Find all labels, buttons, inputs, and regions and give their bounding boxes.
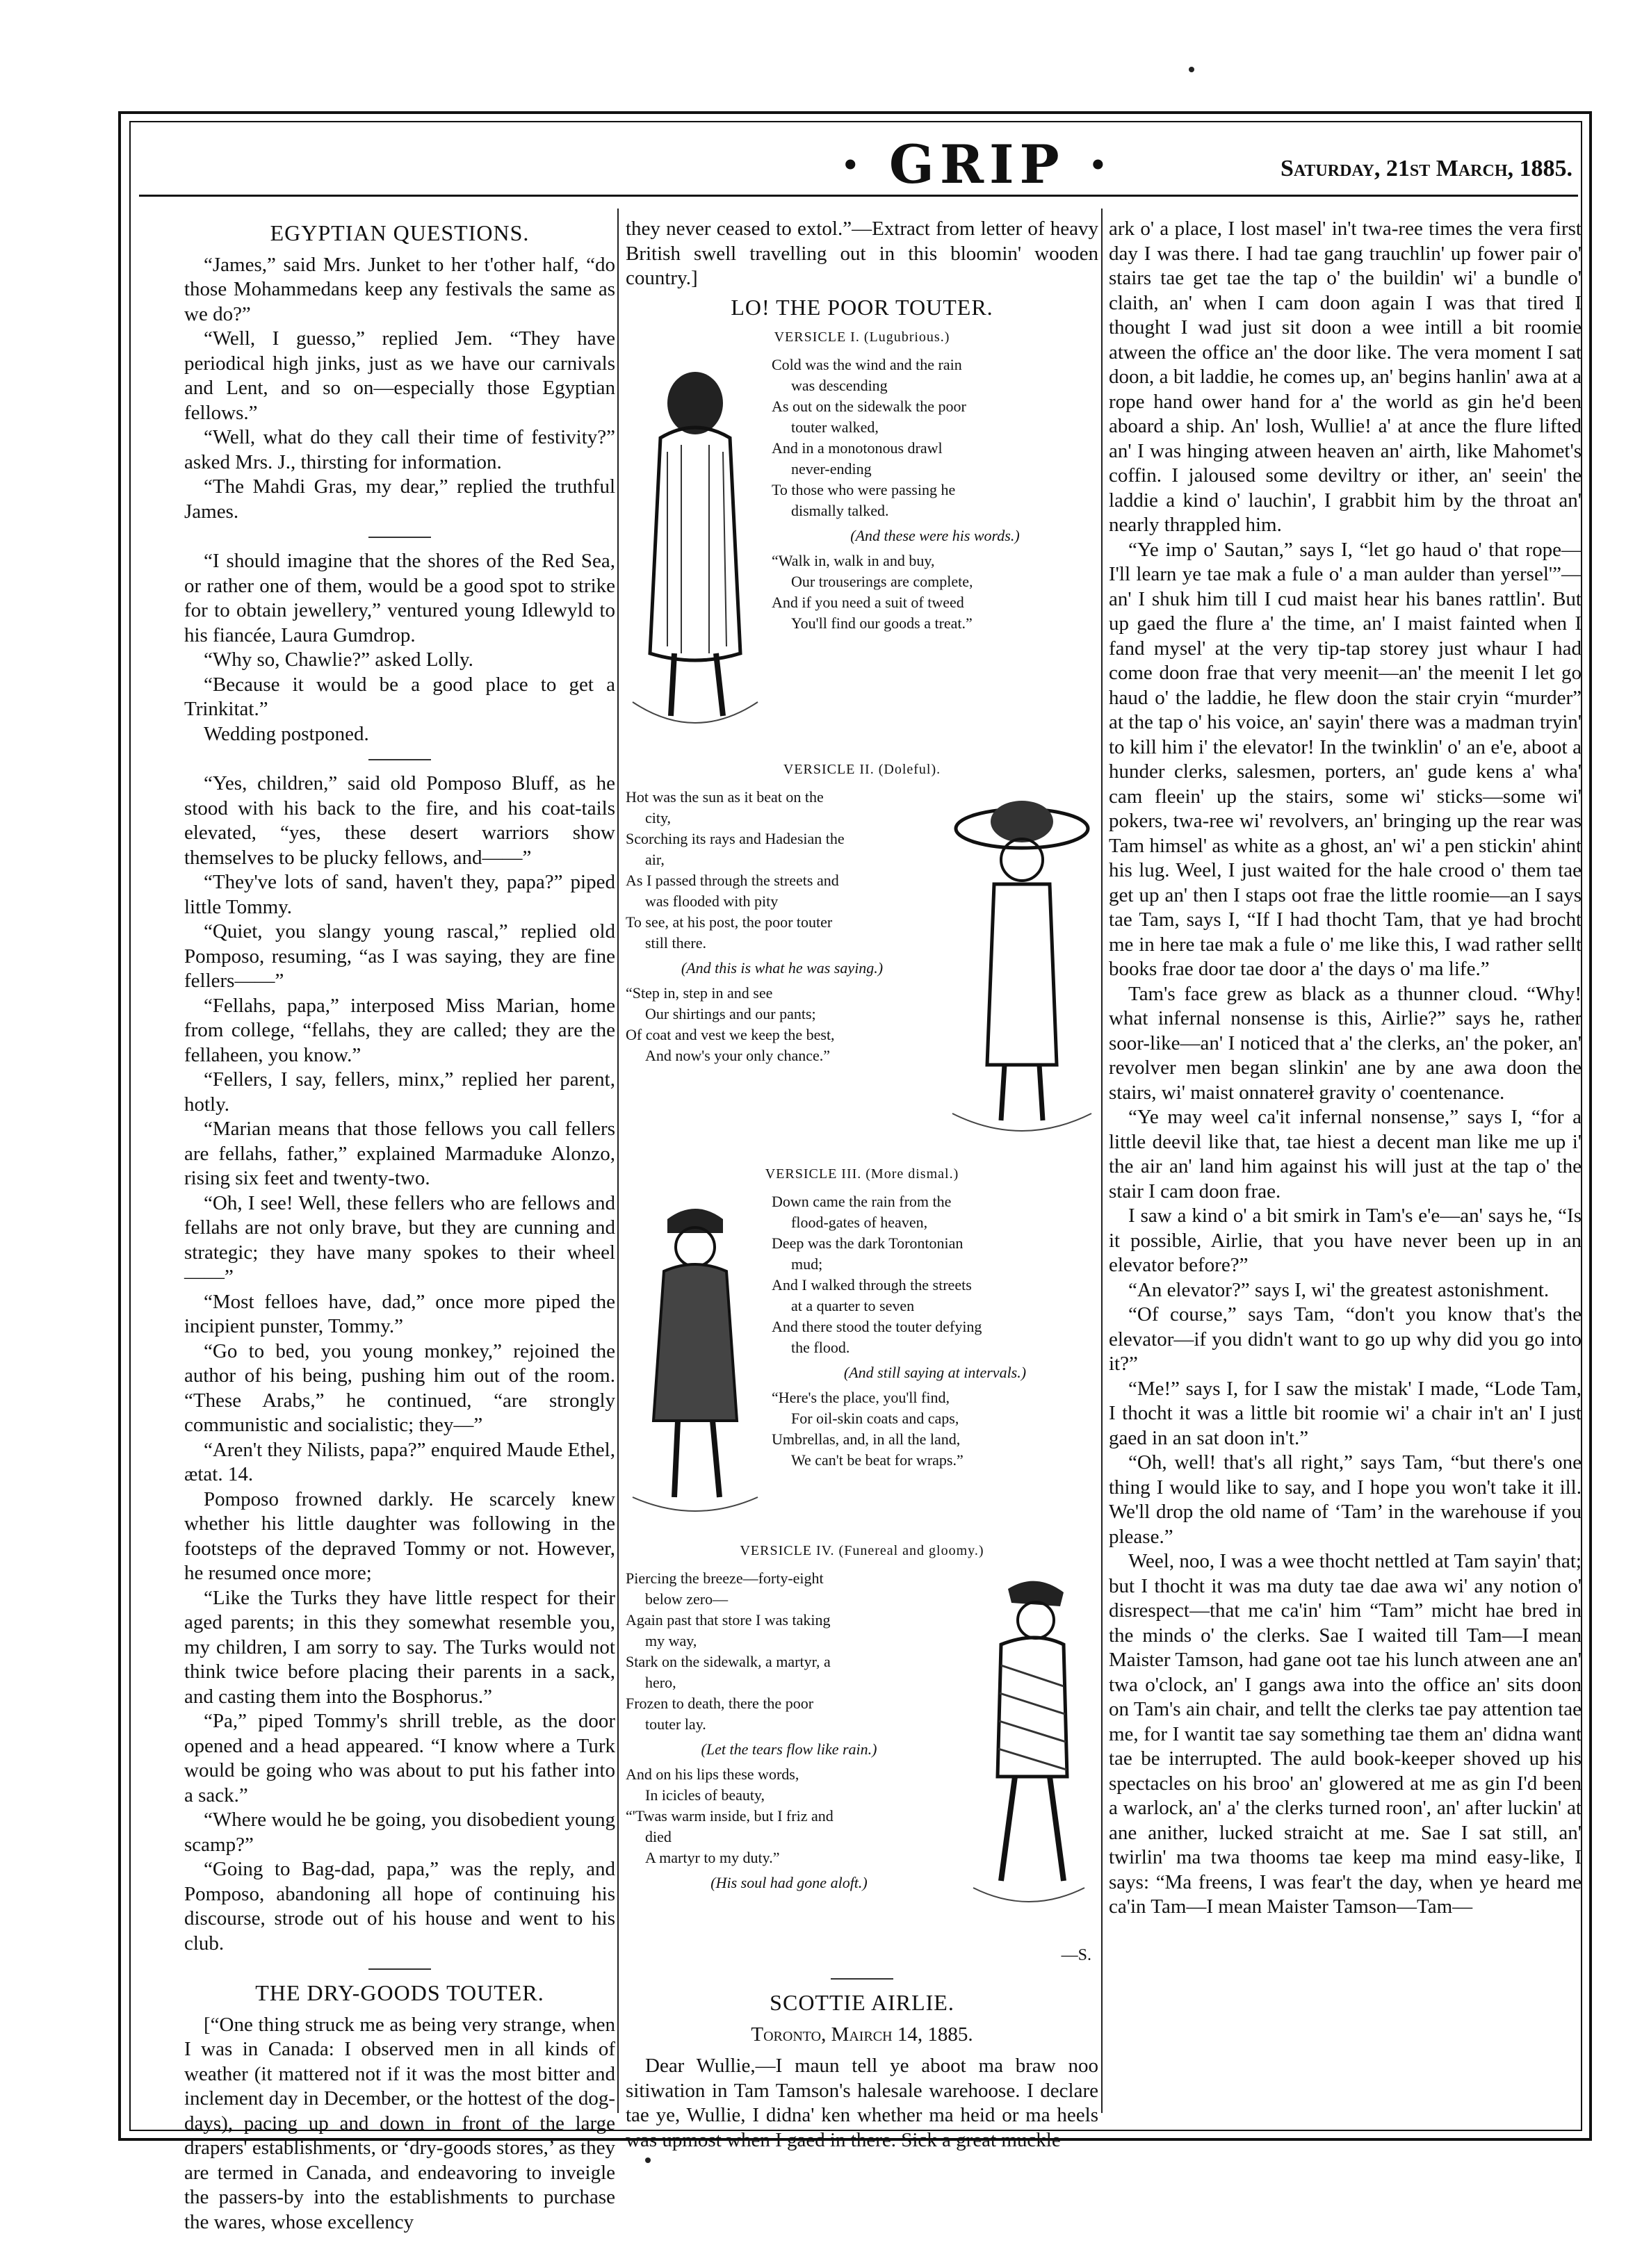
paragraph: “Why so, Chawlie?” asked Lolly. <box>204 648 473 671</box>
verse-line: And there stood the touter defying <box>772 1318 982 1335</box>
verse-aside: (And these were his words.) <box>850 527 1020 544</box>
column-rule <box>1101 209 1103 2113</box>
verse-line: “'Twas warm inside, but I friz and <box>626 1807 834 1825</box>
verse-aside: (Let the tears flow like rain.) <box>701 1740 877 1758</box>
verse-line: my way, <box>645 1632 697 1649</box>
verse-line: “Here's the place, you'll find, <box>772 1389 950 1406</box>
paragraph: “An elevator?” says I, wi' the greatest astonishment. <box>1128 1278 1550 1301</box>
touter-hat-figure <box>945 787 1098 1154</box>
verse-line: Piercing the breeze—forty-eight <box>626 1569 824 1587</box>
column-2 <box>626 217 1098 2151</box>
paragraph: “I should imagine that the shores of the Red Sea, or rather one of them, would be a good spot to strike for to obtain jewellery,” ventured young Idlewyld to his fiancée, Laura Gumdrop. <box>184 550 615 646</box>
paragraph: “The Mahdi Gras, my dear,” replied the truthful James. <box>184 475 615 523</box>
masthead-date: Saturday, 21st March, 1885. <box>1280 156 1572 181</box>
signature: —S. <box>1061 1946 1091 1964</box>
versicle-heading: VERSICLE I. (Lugubrious.) <box>774 329 950 345</box>
paragraph: “Like the Turks they have little respect for their aged parents; in this they somewhat resemble you, my children, I am sorry to say. The Turks would not think twice before placing their parents in a sack, and casting them into the Bosphorus.” <box>184 1586 615 1708</box>
verse-line: And now's your only chance.” <box>645 1047 831 1064</box>
verse-line: As I passed through the streets and <box>626 872 839 889</box>
dateline: Toronto, Mairch 14, 1885. <box>751 2023 973 2046</box>
verse-line: still there. <box>645 934 706 952</box>
verse-line: And I walked through the streets <box>772 1276 972 1294</box>
verse-line: As out on the sidewalk the poor <box>772 398 966 415</box>
verse-line: A martyr to my duty.” <box>645 1849 780 1866</box>
verse-line: And in a monotonous drawl <box>772 439 943 457</box>
column-1 <box>184 217 615 2233</box>
print-speck <box>1189 67 1194 72</box>
paragraph: “Fellers, I say, fellers, minx,” replied her parent, hotly. <box>184 1068 615 1116</box>
verse-line: To those who were passing he <box>772 481 956 498</box>
verse-line: Hot was the sun as it beat on the <box>626 788 824 806</box>
verse-line: Cold was the wind and the rain <box>772 356 962 373</box>
masthead-title: · GRIP · <box>841 133 1113 195</box>
paragraph: “Pa,” piped Tommy's shrill treble, as the door opened and a head appeared. “I know where a Turk would be going who was about to put his father into a sack.” <box>184 1710 615 1806</box>
verse-line: Of coat and vest we keep the best, <box>626 1026 835 1043</box>
paragraph: “Because it would be a good place to get a Trinkitat.” <box>184 673 615 720</box>
paragraph: “Oh, well! that's all right,” says Tam, “but there's one thing I would like to say, and I hope you won't take it ill. We'll drop the old name of ‘Tam’ in the warehouse if you please.” <box>1109 1451 1582 1548</box>
paragraph: “James,” said Mrs. Junket to her t'other half, “do those Mohammedans keep any festivals the same as we do?” <box>184 253 615 325</box>
verse-line: For oil-skin coats and caps, <box>791 1410 959 1427</box>
verse-aside: (His soul had gone aloft.) <box>710 1874 868 1891</box>
paragraph: “They've lots of sand, haven't they, papa?” piped little Tommy. <box>184 871 615 918</box>
column-rule <box>617 209 619 2113</box>
verse-line: Again past that store I was taking <box>626 1611 831 1629</box>
verse-line: touter lay. <box>645 1715 706 1733</box>
paragraph: Pomposo frowned darkly. He scarcely knew whether his little daughter was following in the footsteps of the depraved Tommy or not. However, he resumed once more; <box>184 1487 615 1584</box>
verse-line: “Step in, step in and see <box>626 984 773 1002</box>
paragraph: “Where would he be going, you disobedient young scamp?” <box>184 1809 615 1856</box>
paragraph: “Well, I guesso,” replied Jem. “They have periodical high jinks, just as we have our carnivals and Lent, and so on—especially those Egyptian fellows.” <box>184 327 615 424</box>
versicle-heading: VERSICLE IV. (Funereal and gloomy.) <box>740 1543 984 1558</box>
paragraph: they never ceased to extol.”—Extract from letter of heavy British swell travelling out in this bloomin' wooden country.] <box>626 218 1098 289</box>
section-divider <box>368 759 431 760</box>
paragraph: “Ye imp o' Sautan,” says I, “let go haud o' that rope—I'll learn ye tae mak a fule o' a man aulder than yersel'”—an' I shuk him till I cud maist hear his banes rattlin'. But up gaed the flure a' the time, an' I maist fainted when I fand mysel' at the very tip-tap storey just whaur I had come doon frae that very meenit—an' the meenit I let go haud o' the laddie, he flew doon the stair cryin “murder” at the tap o' his voice, an' sayin' there was a madman tryin' to kill him i' the elevator! In the twinklin' o' an e'e, aboot a hunder clerks, salesmen, porters, an' gude kens a' wha' cam fleein' up the stairs, some wi' sticks—some wi' pokers, twa-ree wi' revolvers, an' bringing up the rear was Tam himsel' as white as a ghost, an' wi' a pen stickin' ahint his lug. Weel, I just waited for the hale crood o' them tae get up an' then I staps oot frae the little roomie—an I says tae Tam, says I, “If I had thocht Tam, that ye had brocht me in here tae mak a fule o' me like this, I wad rather sellt books frae door tae door a' the days o' ma life.” <box>1109 538 1582 980</box>
paragraph: “Fellahs, papa,” interposed Miss Marian, home from college, “fellahs, they are called; they are the fellaheen, you know.” <box>184 994 615 1066</box>
paragraph: “Of course,” says Tam, “don't you know that's the elevator—if you didn't want to go up why did you go into it?” <box>1109 1303 1582 1375</box>
paragraph: “Well, what do they call their time of festivity?” asked Mrs. J., thirsting for information. <box>184 426 615 473</box>
verse-line: air, <box>645 851 665 868</box>
verse-line: We can't be beat for wraps.” <box>791 1451 964 1469</box>
touter-coat-figure <box>626 1191 765 1531</box>
paragraph: Tam's face grew as black as a thunner cloud. “Why! what infernal nonsense is this, Airlie?” says he, rather soor-like—an' I noticed that a' the clerks, an' the poker, an' revolver men began slinkin' ane by ane awa doon the stairs, wi' maist onnatereł gravity o' coentenance. <box>1109 982 1582 1104</box>
verse-line: You'll find our goods a treat.” <box>791 614 973 632</box>
verse-line: below zero— <box>645 1590 729 1608</box>
verse-line: mud; <box>791 1255 823 1273</box>
verse-aside: (And this is what he was saying.) <box>681 959 884 977</box>
verse-aside: (And still saying at intervals.) <box>843 1364 1027 1381</box>
paragraph: “Yes, children,” said old Pomposo Bluff, as he stood with his back to the fire, and his coat-tails elevated, “yes, these desert warriors show themselves to be plucky fellows, and——” <box>184 772 615 869</box>
verse-line: never-ending <box>791 460 872 478</box>
touter-frozen-figure <box>959 1568 1098 1935</box>
section-divider <box>368 537 431 538</box>
versicle-heading: VERSICLE II. (Doleful). <box>783 762 941 777</box>
verse-line: Our trouserings are complete, <box>791 573 973 590</box>
verse-line: died <box>645 1828 672 1845</box>
verse-line: city, <box>645 809 672 826</box>
verse-line: Down came the rain from the <box>772 1193 952 1210</box>
verse-line: at a quarter to seven <box>791 1297 915 1314</box>
verse-line: was descending <box>791 377 888 394</box>
verse-line: Our shirtings and our pants; <box>645 1005 816 1022</box>
article-title: SCOTTIE AIRLIE. <box>770 1990 954 2015</box>
paragraph: Wedding postponed. <box>204 722 369 745</box>
verse-line: dismally talked. <box>791 502 889 519</box>
paragraph: “Me!” says I, for I saw the mistak' I made, “Lode Tam, I thocht it was a little bit roomie wi' a chair in't an' I just gaed in an sat doon in't.” <box>1109 1377 1582 1449</box>
paragraph: “Aren't they Nilists, papa?” enquired Maude Ethel, ætat. 14. <box>184 1438 615 1485</box>
paragraph: “Most felloes have, dad,” once more piped the incipient punster, Tommy.” <box>184 1290 615 1337</box>
poem-title: LO! THE POOR TOUTER. <box>731 294 993 320</box>
verse-line: And on his lips these words, <box>626 1765 799 1783</box>
verse-line: In icicles of beauty, <box>645 1786 765 1804</box>
paragraph: ark o' a place, I lost masel' in't twa-ree times the vera first day I was there. I had tae gang trauchlin' up fower pair o' stairs tae get tae the tap o' the buildin' wi' a bundle o' claith, an' when I cam doon again I was that tired I thought I wad just sit doon a wee intill a bit roomie atween the office an' the door like. The vera moment I sat doon, a bit laddie, he comes up, an' begins hanlin' awa at a rope hand ower hand for a' the world as gin he'd been aboard a ship. An' losh, Wullie! a' at ance the flure lifted an' I was hinging atween heaven an' airth, like Mahomet's coffin. I jaloused some deviltry or ither, an' seein' the laddie a kind o' lauchin', I grabbit him by the throat an' nearly thrappled him. <box>1109 218 1582 536</box>
touter-rain-figure <box>626 354 765 749</box>
verse-line: was flooded with pity <box>645 892 779 910</box>
verse-line: Frozen to death, there the poor <box>626 1695 814 1712</box>
paragraph: “Oh, I see! Well, these fellers who are fellows and fellahs are not only brave, but they are cunning and strategic; they have many spokes to their wheel——” <box>184 1191 615 1288</box>
verse-line: Stark on the sidewalk, a martyr, a <box>626 1653 831 1670</box>
verse-line: the flood. <box>791 1339 850 1356</box>
paragraph: “Marian means that those fellows you call fellers are fellahs, father,” explained Marmaduke Alonzo, rising six feet and twenty-two. <box>184 1118 615 1189</box>
article-title: EGYPTIAN QUESTIONS. <box>270 220 530 245</box>
verse-line: Deep was the dark Torontonian <box>772 1234 964 1252</box>
verse-line: “Walk in, walk in and buy, <box>772 552 935 569</box>
verse-line: Scorching its rays and Hadesian the <box>626 830 845 847</box>
paragraph: [“One thing struck me as being very strange, when I was in Canada: I observed men in all kinds of weather (it mattered not if it was the most bitter and inclement day in December, or the hottest of the dog-days), pacing up and down in front of the large drapers' establishments, or ‘dry-goods stores,’ as they are termed in Canada, and endeavoring to inveigle the passers-by into the establishments to purchase the wares, whose excellency <box>184 2013 615 2233</box>
paragraph: “Go to bed, you young monkey,” rejoined the author of his being, pushing him out of the room. “These Arabs,” he continued, “are strongly communistic and socialistic; they—” <box>184 1339 615 1436</box>
paragraph: “Going to Bag-dad, papa,” was the reply, and Pomposo, abandoning all hope of continuing his discourse, strode out of his house and went to his club. <box>184 1858 615 1955</box>
section-divider <box>368 1968 431 1970</box>
verse-line: touter walked, <box>791 418 879 436</box>
paragraph: I saw a kind o' a bit smirk in Tam's e'e—an' says he, “Is it possible, Airlie, that you have never been up in an elevator before?” <box>1109 1205 1582 1276</box>
masthead <box>139 132 1578 197</box>
verse-line: And if you need a suit of tweed <box>772 594 964 611</box>
section-divider <box>831 1978 893 1980</box>
paragraph: “Quiet, you slangy young rascal,” replied old Pomposo, resuming, “as I was saying, they are fine fellers——” <box>184 920 615 992</box>
verse-line: Umbrellas, and, in all the land, <box>772 1430 961 1448</box>
verse-line: hero, <box>645 1674 676 1691</box>
print-speck <box>645 2157 651 2163</box>
article-title: THE DRY-GOODS TOUTER. <box>255 1980 544 2005</box>
verse-line: flood-gates of heaven, <box>791 1214 928 1231</box>
column-3 <box>1109 217 1582 2114</box>
paragraph: Dear Wullie,—I maun tell ye aboot ma braw noo sitiwation in Tam Tamson's halesale warehoose. I declare tae ye, Wullie, I didna' ken whether ma heid or ma heels was upmost when I gaed in there. Sick a great muckle <box>626 2055 1098 2151</box>
verse-line: To see, at his post, the poor touter <box>626 913 833 931</box>
versicle-heading: VERSICLE III. (More dismal.) <box>765 1166 959 1182</box>
paragraph: Weel, noo, I was a wee thocht nettled at Tam sayin' that; but I thocht it was ma duty tae dae awa wi' any notion o' disrespect—that me ca'in' him “Tam” micht hae bred in the minds o' the clerks. Sae I waited till Tam—I mean Maister Tamson, had gane oot tae his lunch atween ane an' twa o'clock, an' I gangs awa into the office an' sits doon on Tam's ain chair, and tellt the clerks tae pay attention tae me, for I wantit tae say something tae them an' didna want tae be interrupted. The auld book-keeper shoved up his spectacles on his broo' an' glowered at me as gin I'd been a warlock, an' a' the clerks turned roon', an' after luckin' at ane anither, lucked straicht at me. Sae I sat still, an' twirlin' ma twa thooms tae keep ma mind easy-like, I says: “Ma freens, I was fear't the day, when ye heard me ca'in Tam—I mean Maister Tamson—Tam— <box>1109 1550 1582 1918</box>
paragraph: “Ye may weel ca'it infernal nonsense,” says I, “for a little deevil like that, tae hiest a decent man like me up i' the air an' land him against his will just at the tap o' the stair I cam doon frae. <box>1109 1106 1582 1202</box>
